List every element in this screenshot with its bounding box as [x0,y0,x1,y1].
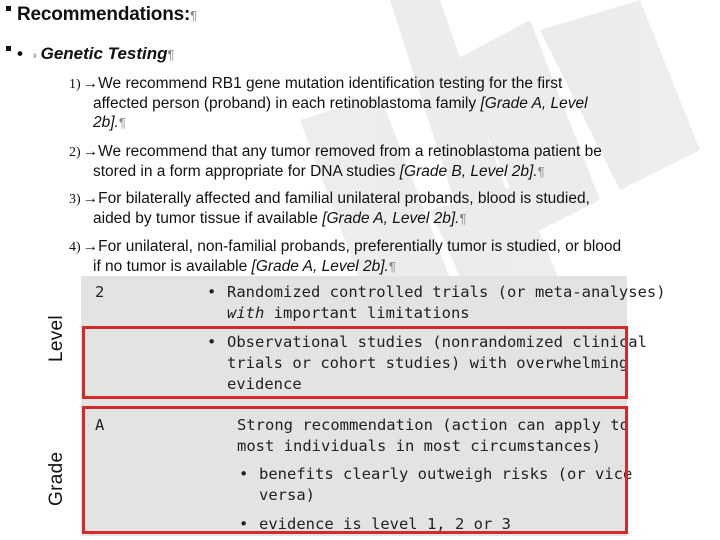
grade-level: [Grade A, Level 2b]. [322,210,460,227]
grade-bullet-1-line-1: benefits clearly outweigh risks (or vice [259,465,633,483]
item-line: if no tumor is available [93,258,248,275]
level-bullet-2-line-2: trials or cohort studies) with overwhelming [227,354,629,372]
pilcrow-mark: ¶ [190,8,197,23]
item-line: stored in a form appropriate for DNA studies [93,163,396,180]
level-label: Level [46,315,67,362]
level-bullet-2-line-3: evidence [227,375,302,393]
recommendation-item-2: 2) →We recommend that any tumor removed from a retinoblastoma patient be stored in a form appropriate for DNA studies [Grade B, Level 2b].¶ [69,143,602,180]
genetic-testing-subheading [6,44,175,64]
bullet-dot-text: • [17,44,23,63]
pilcrow-mark: ¶ [388,259,396,274]
item-line: We recommend RB1 gene mutation identification testing for the first [98,75,563,92]
grade-bullet-1-line-2: versa) [259,486,315,504]
grade-description-line-2: most individuals in most circumstances) [237,437,601,455]
grade-level: [Grade A, Level 2b]. [251,258,389,275]
grade-level: [Grade B, Level 2b]. [399,163,538,180]
recommendation-item-1: 1) →We recommend RB1 gene mutation identification testing for the first affected person (proband) in each retinoblastoma family [Grade A, Level 2b].¶ [69,75,588,131]
level-bullet-1-line-2 [227,303,470,324]
pilcrow-mark: ¶ [167,47,175,62]
grade-level: 2b]. [93,114,119,131]
level-value: 2 [95,283,105,301]
recommendation-item-4: 4) →For unilateral, non-familial probands, preferentially tumor is studied, or blood if no tumor is available [Grade A, Level 2b].¶ [69,238,622,275]
level-bullet-2-line-1: Observational studies (nonrandomized clinical [227,333,647,351]
recommendations-heading [6,4,197,26]
pilcrow-mark: ¶ [459,211,467,226]
level-bullet-1-rest: important limitations [264,304,470,322]
item-number: 2) [69,145,81,160]
grade-value: A [95,416,105,434]
grade-label: Grade [46,451,67,506]
item-line: We recommend that any tumor removed from a retinoblastoma patient be [98,143,602,160]
pilcrow-mark: ¶ [118,115,126,130]
level-bullet-1-line-1: Randomized controlled trials (or meta-analyses) [227,283,666,301]
subheading-text: Genetic Testing [40,44,168,63]
bullet-square [6,6,11,11]
item-line: affected person (proband) in each retinoblastoma family [93,95,477,112]
heading-text: Recommendations: [17,4,191,25]
item-line: For unilateral, non-familial probands, preferentially tumor is studied, or blood [98,238,622,255]
level-bullet-1 [227,282,666,303]
highlight-box-grade [82,406,628,534]
grade-description-line-1: Strong recommendation (action can apply to [237,416,629,434]
item-line: aided by tumor tissue if available [93,210,318,227]
bullet-square [6,46,11,51]
highlight-box-level [82,326,628,399]
item-number: 1) [69,77,81,92]
grade-bullet-2-text: evidence is level 1, 2 or 3 [259,515,511,533]
item-number: 3) [69,192,81,207]
tab-arrow-icon: › [32,50,37,62]
item-number: 4) [69,240,81,255]
emphasis-text: with [227,304,265,322]
grade-level: [Grade A, Level [480,95,588,112]
item-line: For bilaterally affected and familial unilateral probands, blood is studied, [98,190,590,207]
pilcrow-mark: ¶ [537,164,545,179]
recommendation-item-3: 3) →For bilaterally affected and familial unilateral probands, blood is studied, aided by tumor tissue if available [Grade A, Level 2b].¶ [69,190,590,227]
